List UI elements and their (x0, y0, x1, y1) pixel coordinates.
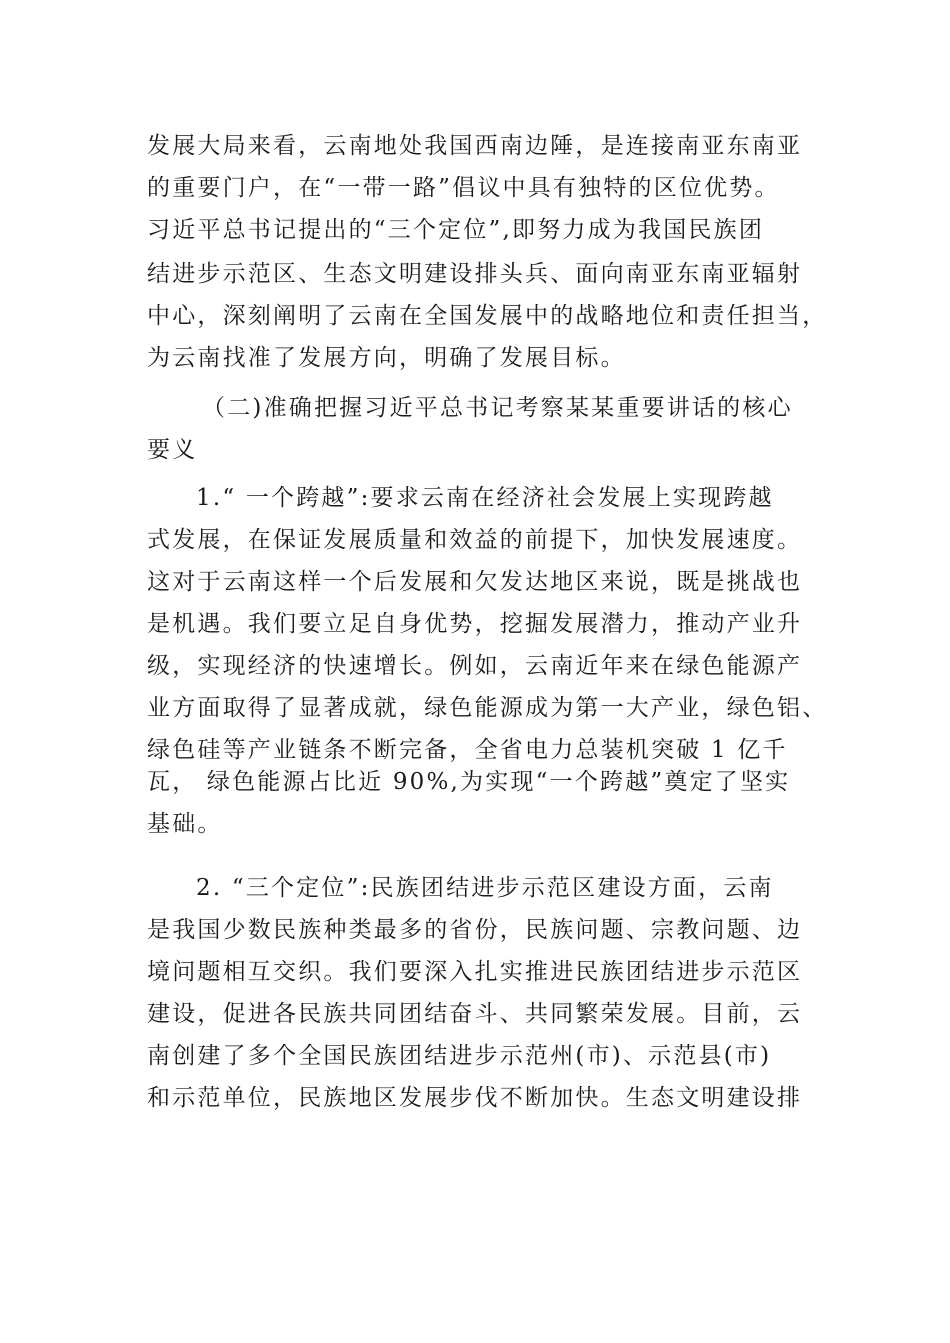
text-line-19: 是我国少数民族种类最多的省份，民族问题、宗教问题、边 (147, 917, 803, 943)
text-line-12: 是机遇。我们要立足自身优势，挖掘发展潜力，推动产业升 (147, 611, 803, 637)
text-line-6: 为云南找准了发展方向，明确了发展目标。 (147, 345, 626, 371)
text-line-21: 建设，促进各民族共同团结奋斗、共同繁荣发展。目前，云 (147, 1001, 803, 1027)
text-line-18: 2. “三个定位”:民族团结进步示范区建设方面，云南 (196, 875, 774, 901)
text-line-15: 绿色硅等产业链条不断完备，全省电力总装机突破 1 亿千 (147, 737, 788, 763)
text-line-17: 基础。 (147, 811, 223, 837)
text-line-14: 业方面取得了显著成就，绿色能源成为第一大产业，绿色铝、 (147, 695, 828, 721)
text-line-22: 南创建了多个全国民族团结进步示范州(市)、示范县(市) (147, 1043, 772, 1069)
text-line-13: 级，实现经济的快速增长。例如，云南近年来在绿色能源产 (147, 653, 803, 679)
section-heading-line-2: 要义 (147, 437, 198, 463)
section-heading-line-1: （二)准确把握习近平总书记考察某某重要讲话的核心 (202, 395, 793, 421)
text-line-2: 的重要门户，在“一带一路”倡议中具有独特的区位优势。 (147, 175, 780, 201)
text-line-4: 结进步示范区、生态文明建设排头兵、面向南亚东南亚辐射 (147, 261, 803, 287)
text-line-20: 境问题相互交织。我们要深入扎实推进民族团结进步示范区 (147, 959, 803, 985)
text-line-16: 瓦， 绿色能源占比近 90%,为实现“一个跨越”奠定了坚实 (147, 769, 791, 795)
text-line-1: 发展大局来看，云南地处我国西南边陲，是连接南亚东南亚 (147, 133, 803, 159)
text-line-9: 1.“ 一个跨越”:要求云南在经济社会发展上实现跨越 (196, 485, 774, 511)
text-line-5: 中心，深刻阐明了云南在全国发展中的战略地位和责任担当， (147, 303, 828, 329)
text-line-10: 式发展，在保证发展质量和效益的前提下，加快发展速度。 (147, 527, 803, 553)
text-line-11: 这对于云南这样一个后发展和欠发达地区来说，既是挑战也 (147, 569, 803, 595)
text-line-23: 和示范单位，民族地区发展步伐不断加快。生态文明建设排 (147, 1085, 803, 1111)
text-line-3: 习近平总书记提出的“三个定位”,即努力成为我国民族团 (147, 217, 765, 243)
